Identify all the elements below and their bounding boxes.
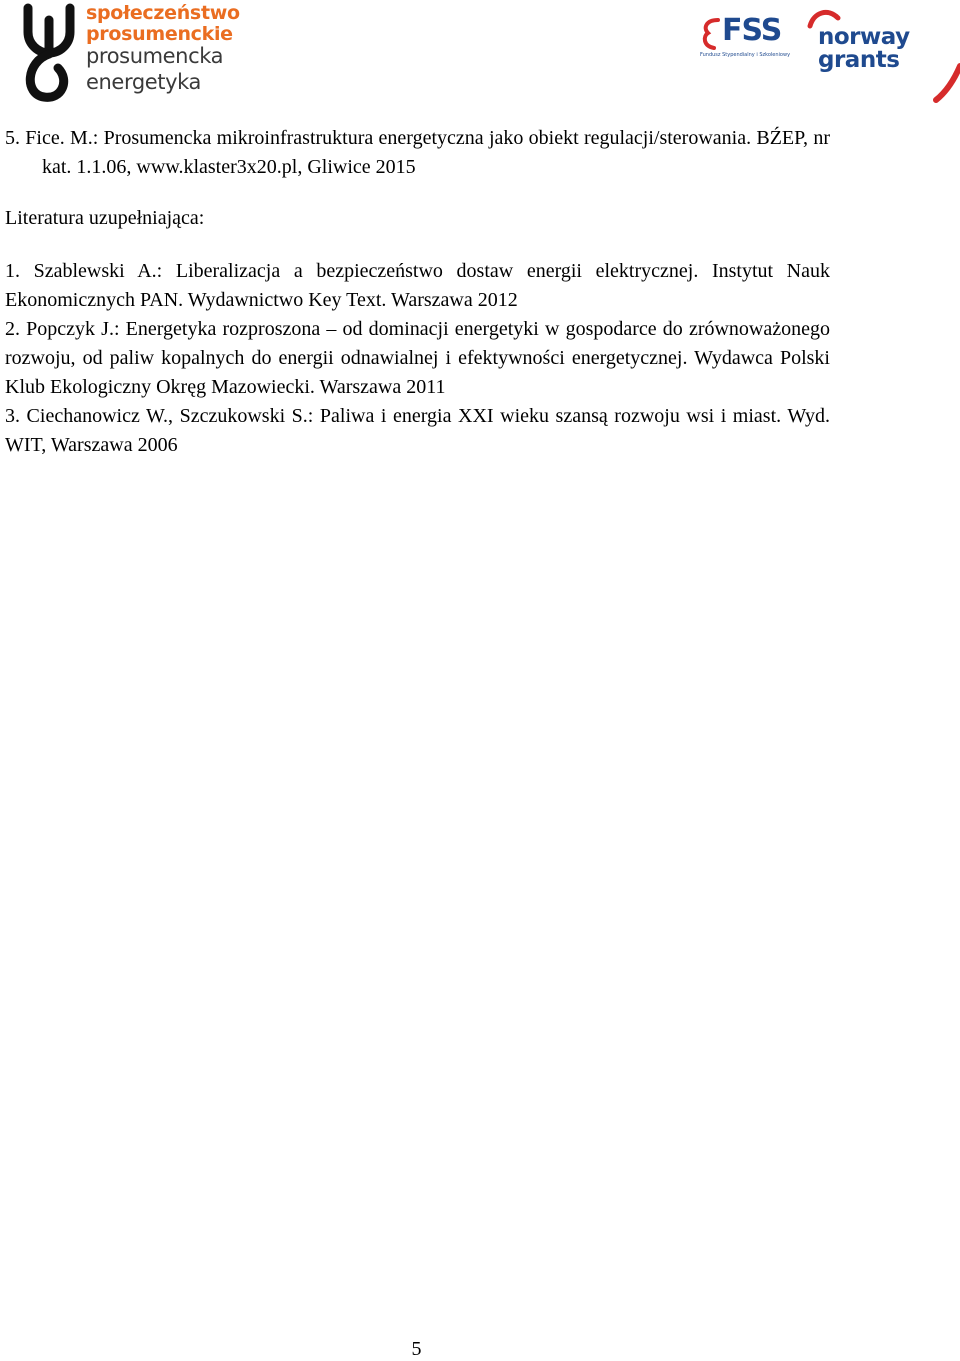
page-header	[0, 0, 960, 112]
fss-logo-subtitle: Fundusz Stypendialny i Szkoleniowy	[700, 52, 791, 58]
power-plug-icon	[18, 2, 80, 102]
supplementary-heading: Literatura uzupełniająca:	[5, 207, 205, 229]
logo-line-2: prosumenckie	[86, 23, 233, 45]
fss-logo	[700, 14, 796, 66]
logo-line-1: społeczeństwo	[86, 2, 240, 24]
list-item: 2. Popczyk J.: Energetyka rozproszona – od dominacji energetyki w gospodarce do zrównoważonego rozwoju, od paliw kopalnych do energii odnawialnej i efektywności energetycznej. Wydawca Polski Klub Ekologiczny Okręg Mazowiecki. Warszawa 2011	[5, 318, 830, 398]
page-number: 5	[411, 1338, 422, 1360]
logo-line-4: energetyka	[86, 70, 201, 94]
reference-item-5: 5. Fice. M.: Prosumencka mikroinfrastruktura energetyczna jako obiekt regulacji/sterowania. BŹEP, nr kat. 1.1.06, www.klaster3x20.pl, Gliwice 2015	[5, 127, 830, 178]
spoleczenstwo-prosumenckie-logo	[18, 2, 248, 102]
list-item: 1. Szablewski A.: Liberalizacja a bezpieczeństwo dostaw energii elektrycznej. Instytut Nauk Ekonomicznych PAN. Wydawnictwo Key Text. Warszawa 2012	[5, 260, 830, 311]
logo-line-3: prosumencka	[86, 44, 224, 68]
fss-logo-text: FSS	[722, 13, 782, 48]
norway-line-1: norway	[818, 24, 910, 50]
supplementary-reference-list	[5, 257, 830, 460]
list-item: 3. Ciechanowicz W., Szczukowski S.: Paliwa i energia XXI wieku szansą rozwoju wsi i miast. Wyd. WIT, Warszawa 2006	[5, 405, 830, 456]
norway-line-2: grants	[818, 47, 900, 73]
document-body	[5, 124, 830, 460]
fss-swirl-icon	[700, 16, 722, 52]
norway-grants-logo	[806, 0, 960, 110]
